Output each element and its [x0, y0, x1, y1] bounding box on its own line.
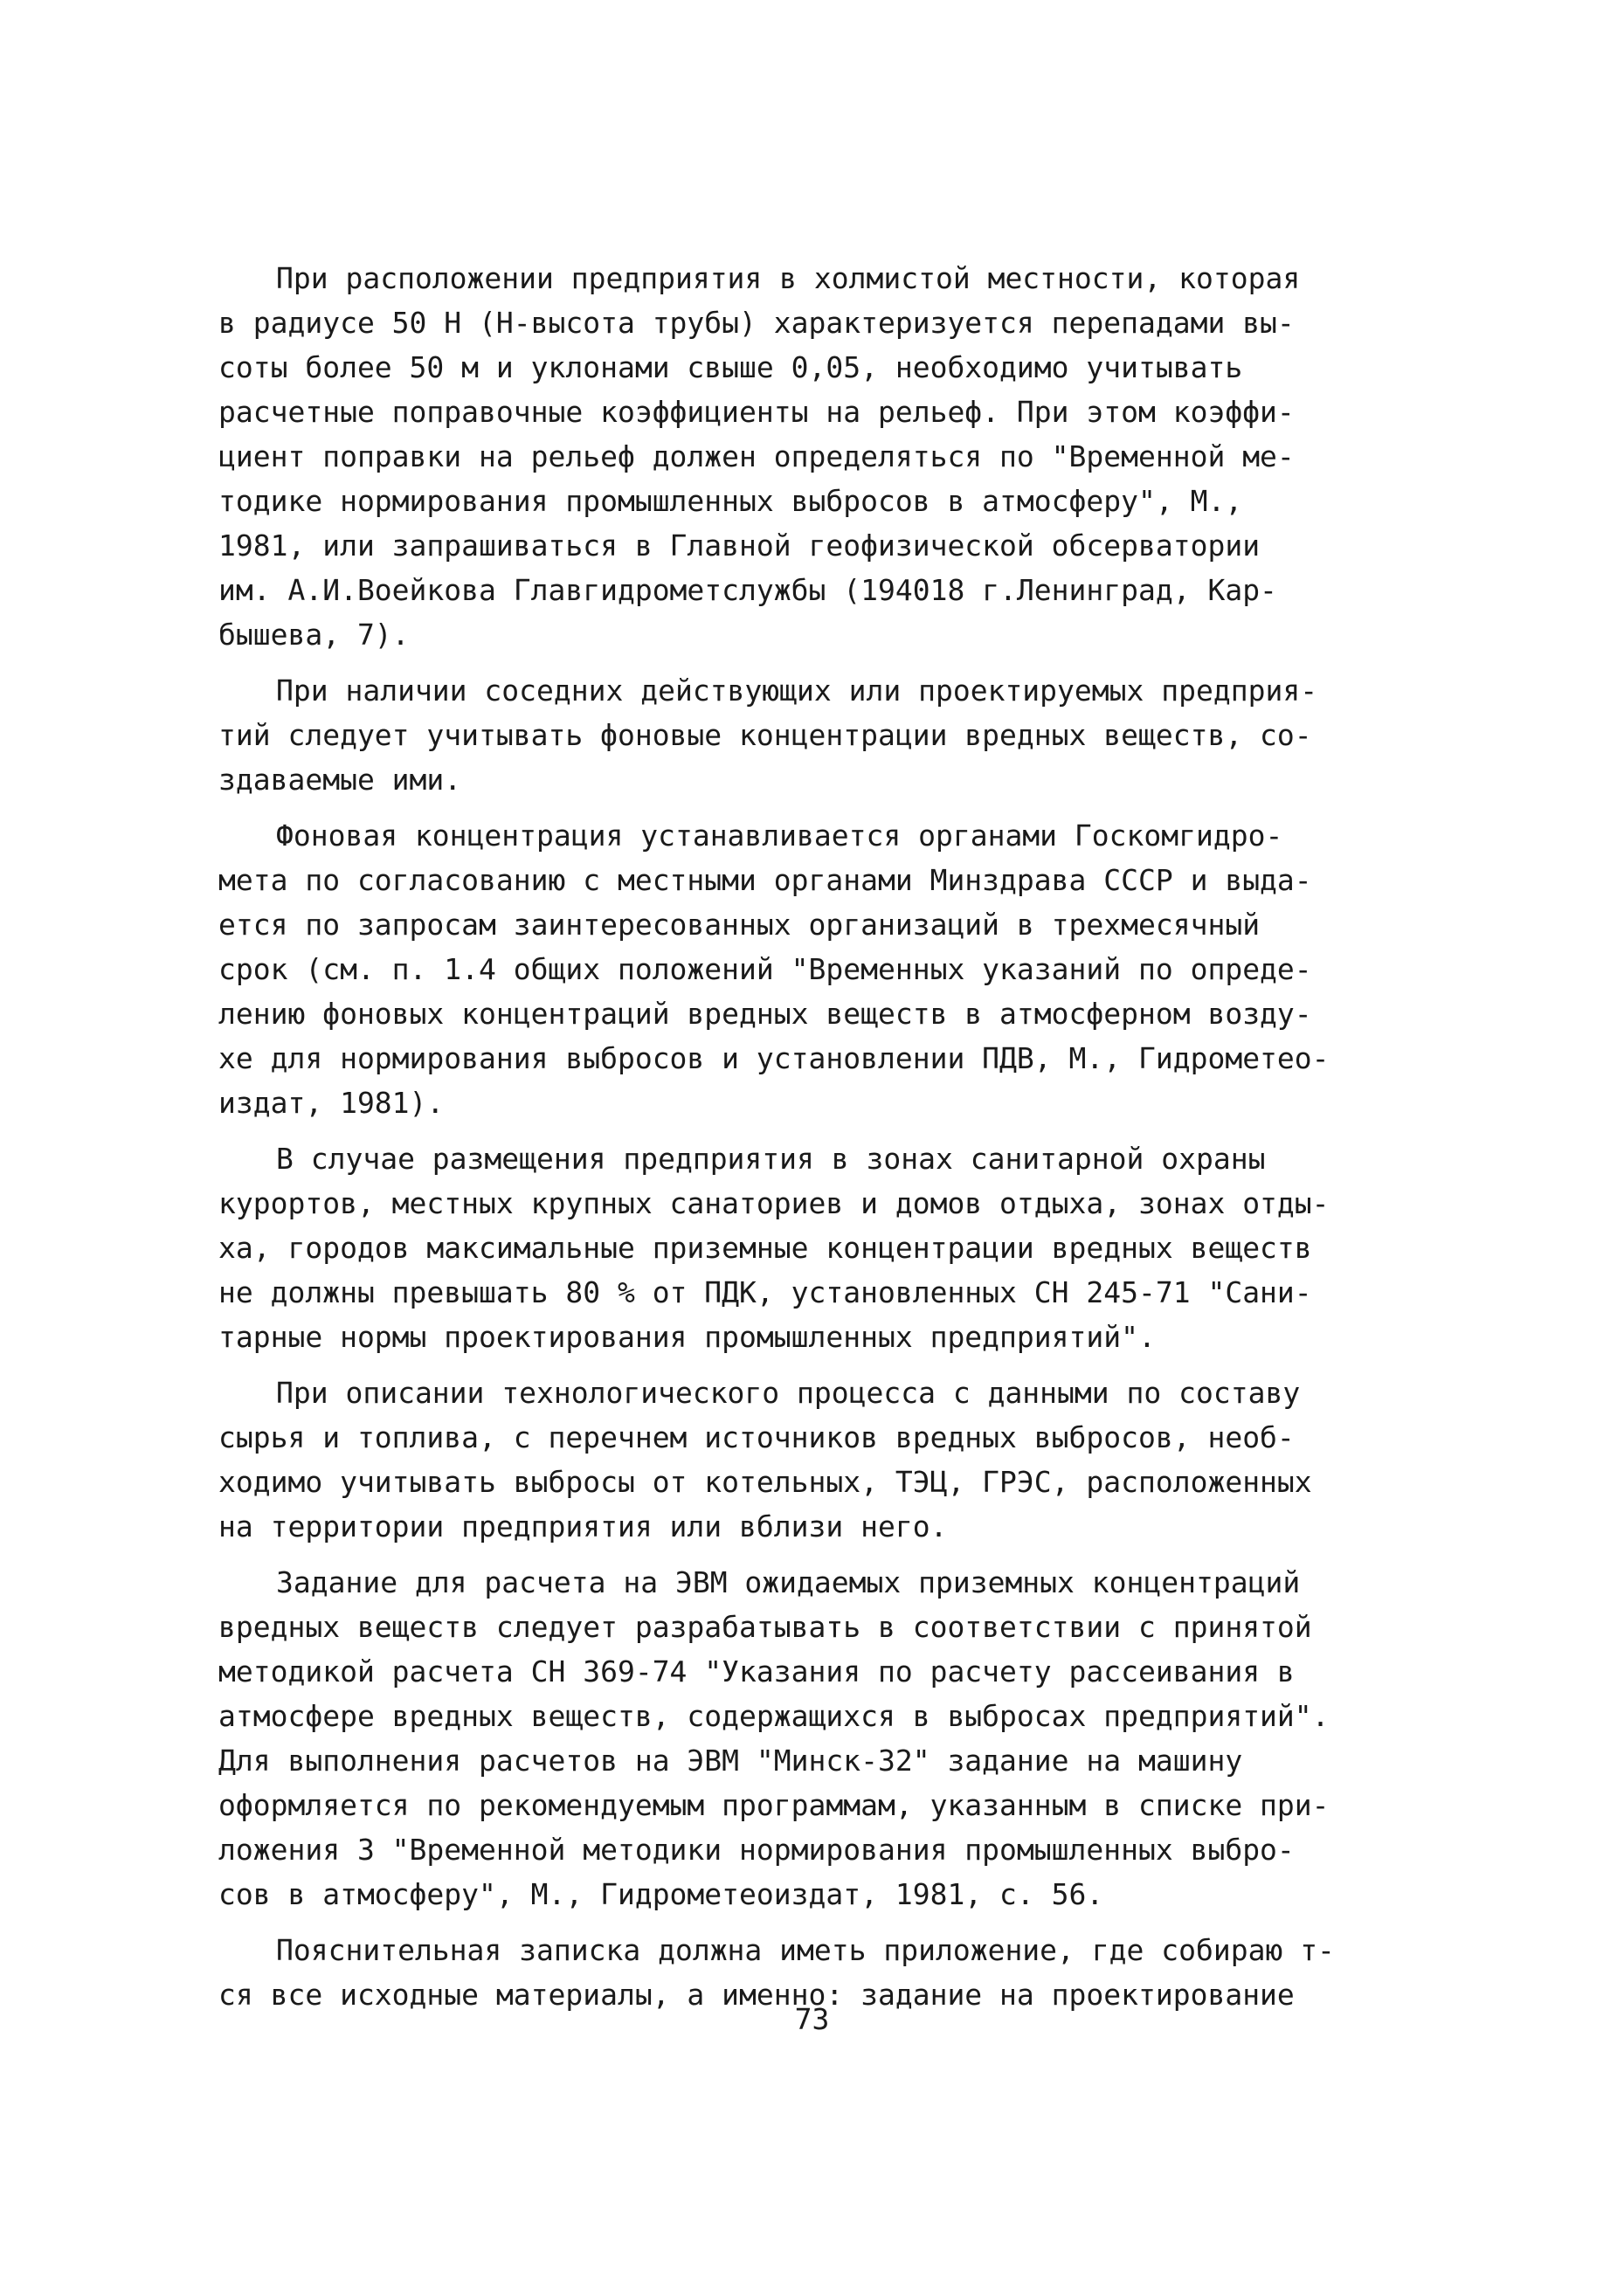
- text-line: При описании технологического процесса с данными по составу: [276, 1376, 1301, 1410]
- body-text: [218, 256, 1376, 2028]
- text-line: тий следует учитывать фоновые концентрации вредных веществ, со-: [218, 718, 1312, 752]
- text-line: ложения 3 "Временной методики нормирования промышленных выбро-: [218, 1833, 1295, 1867]
- text-line: Фоновая концентрация устанавливается органами Госкомгидро-: [276, 818, 1283, 853]
- text-line: сов в атмосферу", М., Гидрометеоиздат, 1981, с. 56.: [218, 1877, 1104, 1911]
- text-line: срок (см. п. 1.4 общих положений "Временных указаний по опреде-: [218, 952, 1312, 986]
- text-line: здаваемые ими.: [218, 763, 462, 797]
- text-line: издат, 1981).: [218, 1086, 445, 1120]
- text-line: Пояснительная записка должна иметь приложение, где собираю т-: [276, 1933, 1335, 1967]
- text-line: 1981, или запрашиваться в Главной геофизической обсерватории: [218, 528, 1261, 563]
- text-line: При расположении предприятия в холмистой местности, которая: [276, 261, 1301, 295]
- text-line: расчетные поправочные коэффициенты на рельеф. При этом коэффи-: [218, 395, 1295, 429]
- text-line: В случае размещения предприятия в зонах санитарной охраны: [276, 1142, 1266, 1176]
- paragraph-background: [218, 813, 1376, 1125]
- text-line: тарные нормы проектирования промышленных предприятий".: [218, 1320, 1156, 1354]
- text-line: мета по согласованию с местными органами Минздрава СССР и выда-: [218, 863, 1312, 897]
- text-line: соты более 50 м и уклонами свыше 0,05, необходимо учитывать: [218, 350, 1243, 384]
- text-line: сырья и топлива, с перечнем источников вредных выбросов, необ-: [218, 1420, 1295, 1454]
- text-line: в радиусе 50 Н (Н-высота трубы) характеризуется перепадами вы-: [218, 306, 1295, 340]
- text-line: ется по запросам заинтересованных организаций в трехмесячный: [218, 908, 1261, 942]
- text-line: хе для нормирования выбросов и установлении ПДВ, М., Гидрометео-: [218, 1041, 1330, 1075]
- paragraph-process: [218, 1371, 1376, 1549]
- paragraph-sanitary: [218, 1136, 1376, 1359]
- text-line: лению фоновых концентраций вредных веществ в атмосферном возду-: [218, 997, 1312, 1031]
- page-number: 73: [794, 2002, 830, 2036]
- text-line: ходимо учитывать выбросы от котельных, ТЭЦ, ГРЭС, расположенных: [218, 1465, 1312, 1499]
- paragraph-neighbors: [218, 668, 1376, 802]
- text-line: тодике нормирования промышленных выбросов в атмосферу", М.,: [218, 484, 1243, 518]
- text-line: ха, городов максимальные приземные концентрации вредных веществ: [218, 1231, 1312, 1265]
- text-line: оформляется по рекомендуемым программам, указанным в списке при-: [218, 1788, 1330, 1822]
- text-line: атмосфере вредных веществ, содержащихся в выбросах предприятий".: [218, 1699, 1330, 1733]
- text-line: бышева, 7).: [218, 618, 410, 652]
- paragraph-computation: [218, 1560, 1376, 1916]
- text-line: на территории предприятия или вблизи него.: [218, 1509, 948, 1544]
- text-line: ся все исходные материалы, а именно: задание на проектирование: [218, 1978, 1295, 2012]
- text-line: не должны превышать 80 % от ПДК, установленных СН 245-71 "Сани-: [218, 1275, 1312, 1309]
- text-line: циент поправки на рельеф должен определяться по "Временной ме-: [218, 439, 1295, 473]
- text-line: им. А.И.Воейкова Главгидрометслужбы (194018 г.Ленинград, Кар-: [218, 573, 1277, 607]
- text-line: Задание для расчета на ЭВМ ожидаемых приземных концентраций: [276, 1565, 1301, 1599]
- text-line: Для выполнения расчетов на ЭВМ "Минск-32" задание на машину: [218, 1744, 1243, 1778]
- text-line: методикой расчета СН 369-74 "Указания по расчету рассеивания в: [218, 1654, 1295, 1689]
- text-line: вредных веществ следует разрабатывать в соответствии с принятой: [218, 1610, 1312, 1644]
- paragraph-terrain: [218, 256, 1376, 657]
- text-line: При наличии соседних действующих или проектируемых предприя-: [276, 673, 1318, 708]
- text-line: курортов, местных крупных санаториев и домов отдыха, зонах отды-: [218, 1186, 1330, 1220]
